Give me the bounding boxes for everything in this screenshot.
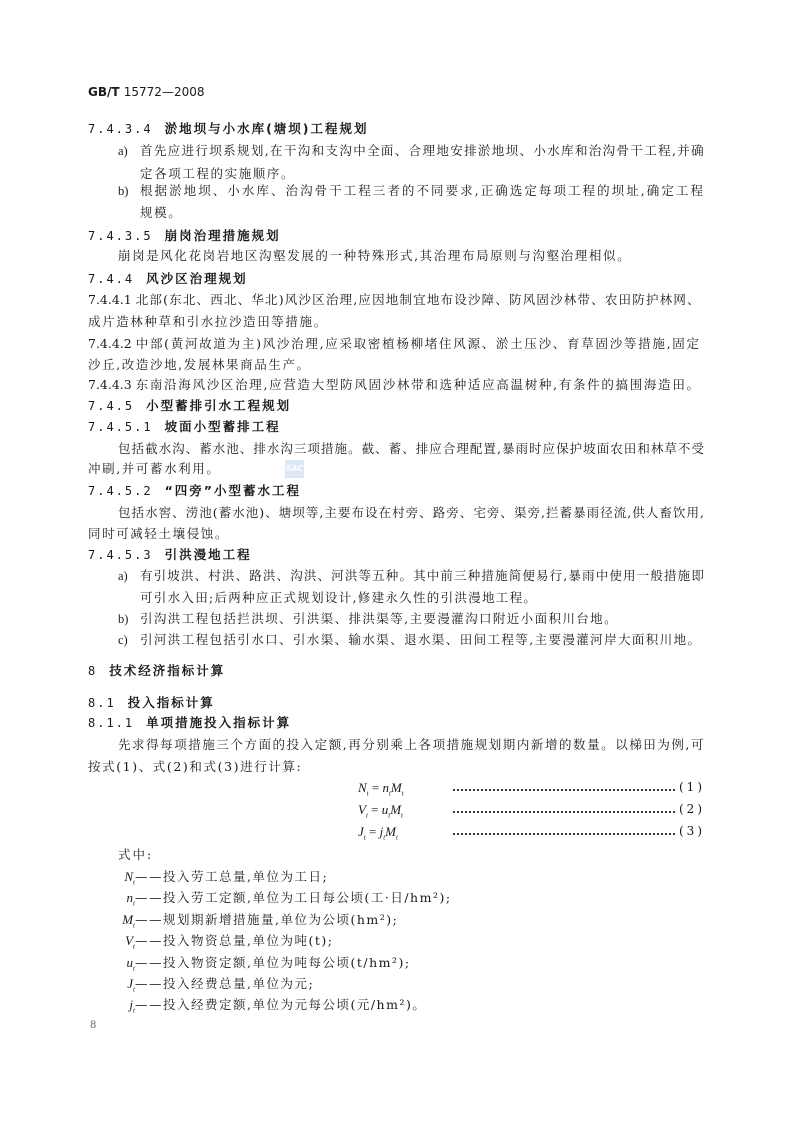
heading-811 <box>88 715 291 731</box>
heading-title: 投入指标计算 <box>127 695 215 710</box>
clause-7442 <box>88 336 701 352</box>
clause-text-cont: 成片造林种草和引水拉沙造田等措施。 <box>88 314 328 329</box>
heading-number: 7.4.4 <box>88 272 135 286</box>
heading-title: 崩岗治理措施规划 <box>164 228 281 243</box>
equation-formula: $V_t = u_tM_t$ <box>358 802 403 820</box>
equation-number: (1) <box>679 780 705 794</box>
document-code <box>88 85 204 99</box>
variable-description: ——投入劳工定额,单位为工日每公顷(工·日/hm²); <box>135 890 452 906</box>
heading-title: 淤地坝与小水库(塘坝)工程规划 <box>164 121 369 136</box>
heading-744 <box>88 271 248 287</box>
paragraph: 包括截水沟、蓄水池、排水沟三项措施。截、蓄、排应合理配置,暴雨时应保护坡面农田和林草不受 <box>118 441 705 456</box>
heading-number: 7.4.3.4 <box>88 122 153 136</box>
variable-symbol: $j_t$ <box>129 997 135 1015</box>
paragraph-cont: 同时可减轻土壤侵蚀。 <box>88 526 230 541</box>
paragraph: 崩岗是风化花岗岩地区沟壑发展的一种特殊形式,其治理布局原则与沟壑治理相似。 <box>118 248 632 263</box>
variable-description: ——投入经费总量,单位为元; <box>135 976 315 991</box>
heading-title: 风沙区治理规划 <box>146 271 248 286</box>
item-text: 引河洪工程包括引水口、引水渠、输水渠、退水渠、田间工程等,主要漫灌河岸大面积川地。 <box>140 632 702 647</box>
item-text: 根据淤地坝、小水库、治沟骨干工程三者的不同要求,正确选定每项工程的坝址,确定工程 <box>140 183 705 198</box>
page-number: 8 <box>90 1020 97 1031</box>
variable-description: ——投入劳工总量,单位为工日; <box>135 869 329 884</box>
variable-definition <box>118 890 452 912</box>
variable-description: ——投入物资定额,单位为吨每公顷(t/hm²); <box>135 954 411 970</box>
variable-definition <box>118 955 411 977</box>
variable-symbol: $J_t$ <box>127 976 135 994</box>
heading-title: “四旁”小型蓄水工程 <box>164 483 302 498</box>
equation-number: (3) <box>679 824 705 838</box>
heading-title: 引洪漫地工程 <box>164 547 252 562</box>
equation-formula: $J_t = j_tM_t$ <box>358 824 398 842</box>
variable-definition <box>118 976 314 998</box>
paragraph: 先求得每项措施三个方面的投入定额,再分别乘上各项措施规划期内新增的数量。以梯田为例,可 <box>118 737 705 752</box>
variable-definition <box>118 933 333 955</box>
item-label: b) <box>118 184 129 198</box>
variable-symbol: $u_t$ <box>126 954 135 973</box>
clause-text: 东南沿海风沙区治理,应营造大型防风固沙林带和选种适应高温树种,有条件的搞围海造田。 <box>135 377 701 392</box>
paragraph-cont: 按式(1)、式(2)和式(3)进行计算: <box>88 759 303 774</box>
item-text: 首先应进行坝系规划,在干沟和支沟中全面、合理地安排淤地坝、小水库和治沟骨干工程,并确 <box>140 143 705 158</box>
variable-symbol: $N_t$ <box>124 869 135 887</box>
paragraph-cont: 冲刷,并可蓄水利用。 <box>88 461 221 476</box>
item-label: a) <box>118 569 128 583</box>
clause-number: 7.4.4.3 <box>88 377 132 392</box>
sac-watermark-logo: SAC <box>285 460 304 478</box>
clause-7441 <box>88 292 701 308</box>
item-text: 规模。 <box>140 205 183 220</box>
heading-title: 技术经济指标计算 <box>109 663 226 678</box>
heading-7453 <box>88 547 252 563</box>
item-text: 引沟洪工程包括拦洪坝、引洪渠、排洪渠等,主要漫灌沟口附近小面积川台地。 <box>140 611 618 626</box>
item-text: 定各项工程的实施顺序。 <box>140 166 296 181</box>
heading-81 <box>88 695 215 711</box>
heading-7434 <box>88 121 369 137</box>
variable-symbol: $M_t$ <box>122 911 135 930</box>
variable-description: ——投入物资总量,单位为吨(t); <box>135 933 334 949</box>
heading-number: 7.4.5.1 <box>88 420 153 434</box>
dot-leader <box>453 811 675 813</box>
clause-7443 <box>88 377 701 393</box>
variable-description: ——投入经费定额,单位为元每公顷(元/hm²)。 <box>135 997 427 1013</box>
heading-7452 <box>88 483 301 499</box>
variable-symbol: $V_t$ <box>125 933 135 951</box>
heading-number: 7.4.5.2 <box>88 484 153 498</box>
heading-number: 7.4.5 <box>88 399 135 413</box>
clause-text: 中部(黄河故道为主)风沙治理,应采取密植杨柳堵住风源、淤土压沙、育草固沙等措施,固定 <box>135 336 701 351</box>
heading-title: 小型蓄排引水工程规划 <box>146 398 292 413</box>
item-label: c) <box>118 633 128 647</box>
where-label: 式中: <box>118 847 154 862</box>
clause-number: 7.4.4.1 <box>88 292 132 307</box>
heading-number: 8.1 <box>88 696 116 710</box>
heading-745 <box>88 398 291 414</box>
item-label: a) <box>118 144 128 158</box>
dot-leader <box>453 833 675 835</box>
item-text: 有引坡洪、村洪、路洪、沟洪、河洪等五种。其中前三种措施简便易行,暴雨中使用一般措施即 <box>140 568 705 583</box>
standard-number: 15772—2008 <box>123 85 205 99</box>
clause-text: 北部(东北、西北、华北)风沙区治理,应因地制宜地布设沙障、防风固沙林带、农田防护林网、 <box>135 292 701 307</box>
dot-leader <box>453 789 675 791</box>
paragraph: 包括水窖、涝池(蓄水池)、塘坝等,主要布设在村旁、路旁、宅旁、渠旁,拦蓄暴雨径流,供人畜饮用, <box>118 505 705 520</box>
heading-number: 7.4.3.5 <box>88 229 153 243</box>
variable-definition <box>118 869 328 891</box>
variable-definition <box>118 997 426 1019</box>
heading-8 <box>88 663 225 679</box>
equation-2 <box>358 802 705 820</box>
equation-formula: $N_t = n_tM_t$ <box>358 780 404 798</box>
heading-title: 坡面小型蓄排工程 <box>164 419 281 434</box>
variable-symbol: $n_t$ <box>126 890 135 908</box>
heading-7451 <box>88 419 281 435</box>
heading-number: 8.1.1 <box>88 716 135 730</box>
clause-number: 7.4.4.2 <box>88 336 132 351</box>
equation-1 <box>358 780 705 798</box>
equation-3 <box>358 824 705 842</box>
standard-prefix: GB/T <box>88 85 120 99</box>
variable-description: ——规划期新增措施量,单位为公顷(hm²); <box>135 911 399 927</box>
heading-title: 单项措施投入指标计算 <box>146 715 292 730</box>
heading-number: 8 <box>88 664 98 678</box>
item-text: 可引水入田;后两种应正式规划设计,修建永久性的引洪漫地工程。 <box>140 590 538 605</box>
heading-number: 7.4.5.3 <box>88 548 153 562</box>
item-label: b) <box>118 612 129 626</box>
clause-text-cont: 沙丘,改造沙地,发展林果商品生产。 <box>88 357 311 372</box>
equation-number: (2) <box>679 802 705 816</box>
variable-definition <box>118 912 398 934</box>
heading-7435 <box>88 228 281 244</box>
